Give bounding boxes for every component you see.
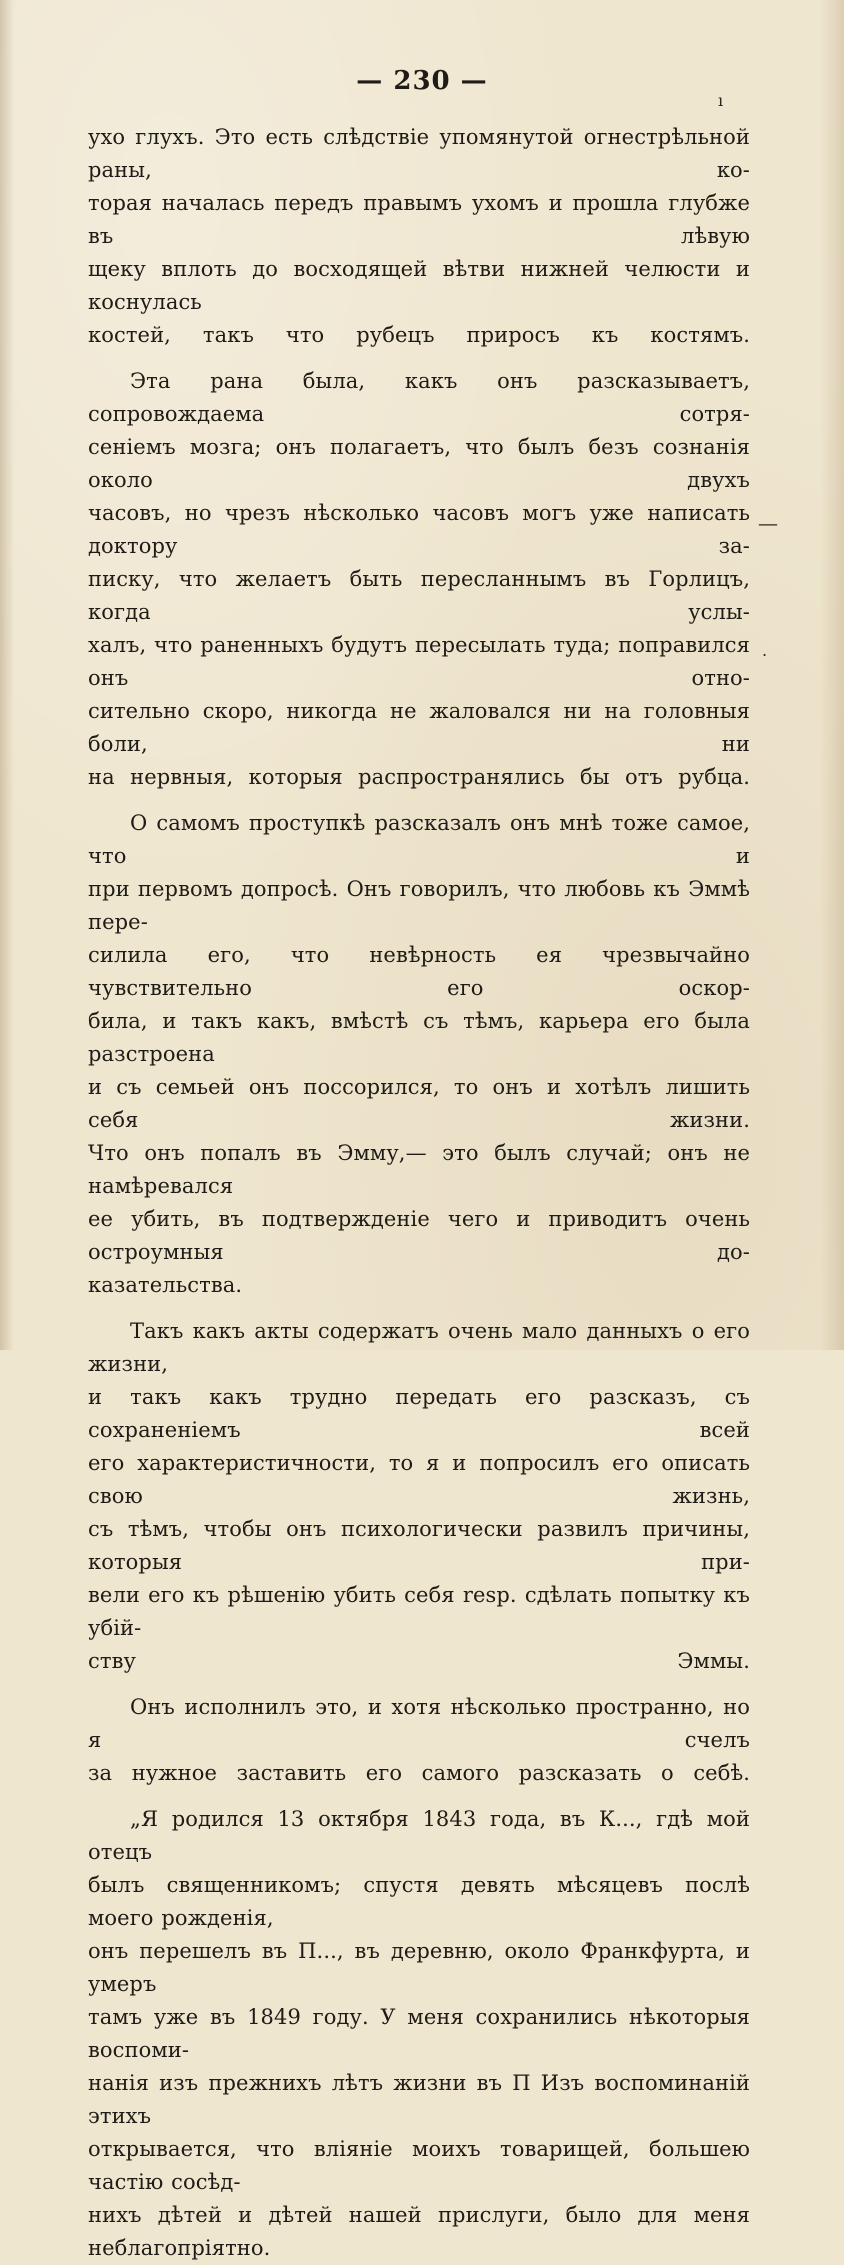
text-line: часовъ, но чрезъ нѣсколько часовъ могъ уже написать доктору за-	[88, 501, 750, 558]
text-line: щеку вплоть до восходящей вѣтви нижней челюсти и коснулась	[88, 257, 750, 314]
paragraph-1	[88, 121, 750, 352]
text-line: казательства.	[88, 1273, 243, 1297]
text-line: „Я родился 13 октября 1843 года, въ К..., гдѣ мой отецъ	[88, 1807, 750, 1864]
paragraph-4	[88, 1315, 750, 1678]
text-line: Онъ исполнилъ это, и хотя нѣсколько пространно, но я счелъ	[88, 1695, 750, 1752]
text-line: ухо глухъ. Это есть слѣдствіе упомянутой огнестрѣльной раны, ко-	[88, 125, 750, 182]
paragraph-2	[88, 365, 750, 794]
text-line: силила его, что невѣрность ея чрезвычайно чувствительно его оскор-	[88, 943, 750, 1000]
text-line: ству Эммы.	[88, 1649, 750, 1673]
text-line: халъ, что раненныхъ будутъ пересылать туда; поправился онъ отно-	[88, 633, 750, 690]
text-line: и съ семьей онъ поссорился, то онъ и хотѣлъ лишить себя жизни.	[88, 1075, 750, 1132]
text-line: и такъ какъ трудно передать его разсказъ, съ сохраненіемъ всей	[88, 1385, 750, 1442]
text-line: била, и такъ какъ, вмѣстѣ съ тѣмъ, карьера его была разстроена	[88, 1009, 750, 1066]
text-line: Эта рана была, какъ онъ разсказываетъ, сопровождаема сотря-	[88, 369, 750, 426]
page-number: — 230 —	[356, 66, 488, 96]
text-line: сительно скоро, никогда не жаловался ни на головныя боли, ни	[88, 699, 750, 756]
text-line: за нужное заставить его самого разсказать о себѣ.	[88, 1761, 750, 1785]
text-line: нихъ дѣтей и дѣтей нашей прислуги, было для меня неблагопріятно.	[88, 2203, 750, 2260]
text-line: торая началась передъ правымъ ухомъ и прошла глубже въ лѣвую	[88, 191, 750, 248]
paragraph-5	[88, 1691, 750, 1790]
text-line: съ тѣмъ, чтобы онъ психологически развилъ причины, которыя при-	[88, 1517, 750, 1574]
text-line: сеніемъ мозга; онъ полагаетъ, что былъ безъ сознанія около двухъ	[88, 435, 750, 492]
text-line: костей, такъ что рубецъ приросъ къ костямъ.	[88, 323, 750, 347]
text-line: вели его къ рѣшенію убить себя resp. сдѣлать попытку къ убій-	[88, 1583, 750, 1640]
text-line: открывается, что вліяніе моихъ товарищей, большею частію сосѣд-	[88, 2137, 750, 2194]
paragraph-6	[88, 1803, 750, 2265]
text-line: на нервныя, которыя распространялись бы отъ рубца.	[88, 765, 750, 789]
text-line: нанія изъ прежнихъ лѣтъ жизни въ П Изъ воспоминаній этихъ	[88, 2071, 750, 2128]
page-text	[88, 121, 750, 2265]
text-line: былъ священникомъ; спустя девять мѣсяцевъ послѣ моего рожденія,	[88, 1873, 750, 1930]
paragraph-3	[88, 807, 750, 1302]
text-line: Что онъ попалъ въ Эмму,— это былъ случай; онъ не намѣревался	[88, 1141, 750, 1198]
ink-mark-side-1: —	[758, 511, 778, 535]
text-line: при первомъ допросѣ. Онъ говорилъ, что любовь къ Эммѣ пере-	[88, 877, 750, 934]
text-line: О самомъ проступкѣ разсказалъ онъ мнѣ тоже самое, что и	[88, 811, 750, 868]
page-edge-right	[820, 0, 844, 1350]
text-line: писку, что желаетъ быть пересланнымъ въ Горлицъ, когда услы-	[88, 567, 750, 624]
ink-mark-top-right: ı	[718, 91, 724, 110]
text-line: тамъ уже въ 1849 году. У меня сохранились нѣкоторыя воспоми-	[88, 2005, 750, 2062]
text-line: онъ перешелъ въ П..., въ деревню, около Франкфурта, и умеръ	[88, 1939, 750, 1996]
text-line: его характеристичности, то я и попросилъ его описать свою жизнь,	[88, 1451, 750, 1508]
page-edge-left	[0, 0, 14, 1350]
text-line: Такъ какъ акты содержатъ очень мало данныхъ о его жизни,	[88, 1319, 750, 1376]
text-line: ее убить, въ подтвержденіе чего и приводитъ очень остроумныя до-	[88, 1207, 750, 1264]
ink-mark-side-2: .	[762, 641, 768, 660]
